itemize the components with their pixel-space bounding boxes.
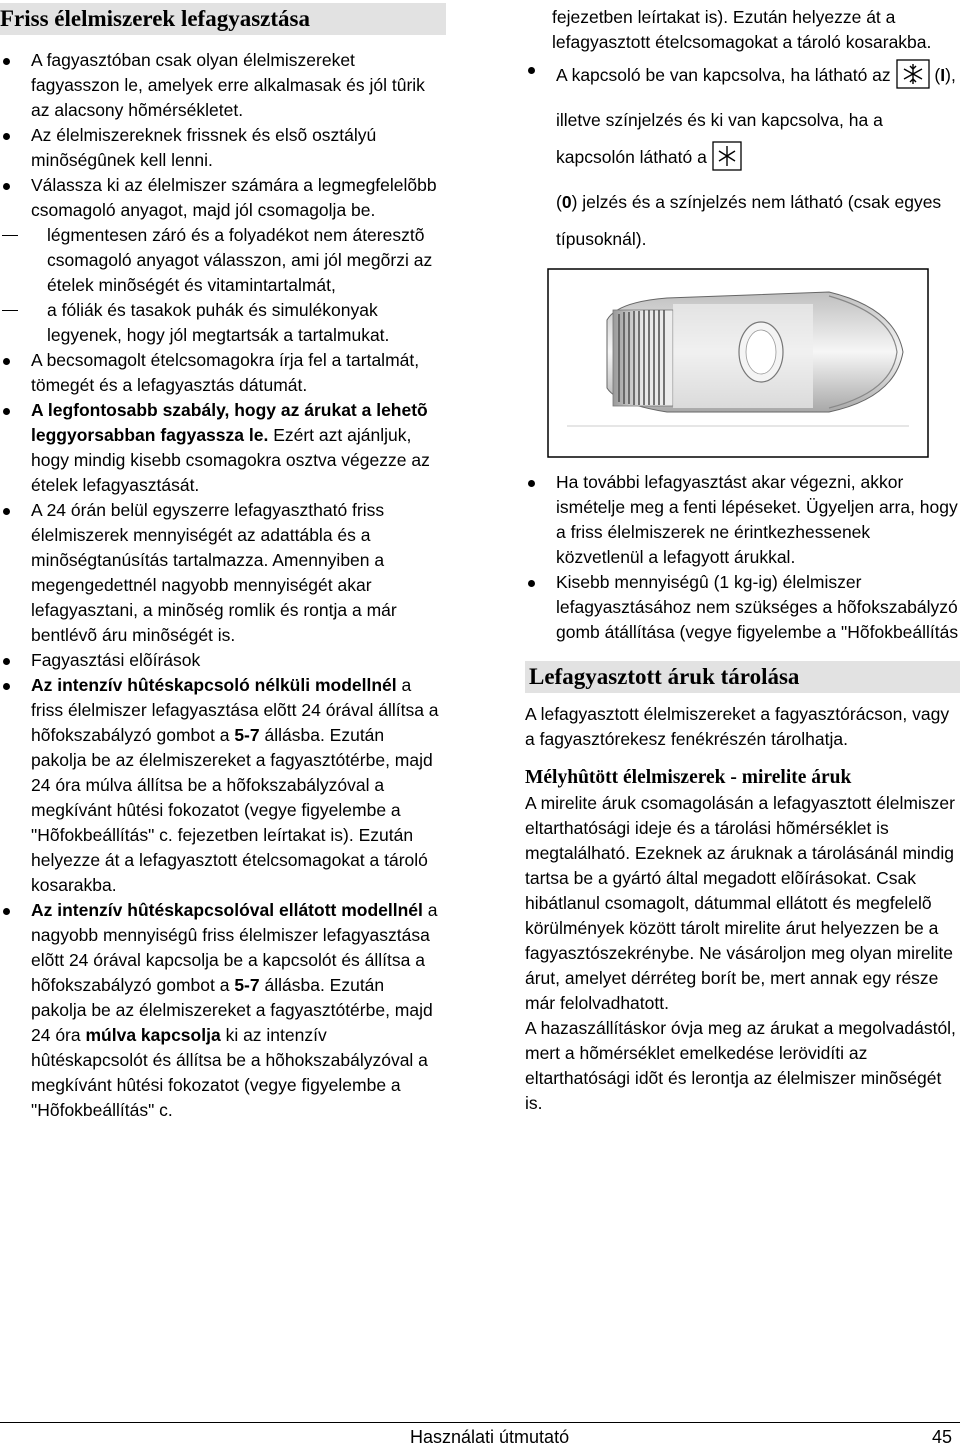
packaging-dash-list <box>0 223 442 348</box>
list-item: Kisebb mennyiségû (1 kg-ig) élelmiszer lefagyasztásához nem szükséges a hõfokszabályzó gomb átállítása (vegye figyelembe a "Hõfokbeállítás <box>525 570 960 645</box>
list-item: Az intenzív hûtéskapcsoló nélküli modellnél a friss élelmiszer lefagyasztása elõtt 24 órával állítsa a hõfokszabályzó gombot a 5-7 állásba. Ezután pakolja be az élelmiszereket a fagyasztótérbe, majd 24 óra múlva állítsa be a hõfokszabályzóval a megkívánt hûtési fokozatot (vegye figyelembe a "Hõfokbeállítás" c. fejezetben leírtakat is). Ezután helyezze át a lefagyasztott ételcsomagokat a tároló kosarakba. <box>0 673 442 898</box>
subheading-frozen-goods: Mélyhûtött élelmiszerek - mirelite áruk <box>525 767 852 788</box>
section-heading-frozen-storage: Lefagyasztott áruk tárolása <box>525 661 960 693</box>
footer-title: Használati útmutató <box>410 1427 570 1447</box>
snowflake-boxed-icon <box>896 59 930 102</box>
list-item: Az élelmiszereknek frissnek és elsõ osztályú minõségûnek kell lenni. <box>0 123 442 173</box>
section-heading-fresh-freezing: Friss élelmiszerek lefagyasztása <box>0 3 446 35</box>
storage-paragraph: A lefagyasztott élelmiszereket a fagyasztórácson, vagy a fagyasztórekesz fenékrészén tárolhatja. <box>525 704 950 749</box>
list-item: Válassza ki az élelmiszer számára a legmegfelelõbb csomagoló anyagot, majd jól csomagolja be. légmentesen záró és a folyadékot nem áteresztõ csomagoló anyagot válasszon, ami jól megõrzi az ételek minõségét és vitamintartalmát, a fóliák és tasakok puhák és simulékonyak legyenek, hogy jól megtartsák a tartalmukat. <box>0 173 442 348</box>
list-item: Fagyasztási elõírások <box>0 648 442 673</box>
list-item: légmentesen záró és a folyadékot nem áteresztõ csomagoló anyagot válasszon, ami jól megõrzi az ételek minõségét és vitamintartalmát, <box>0 223 442 298</box>
freezing-bullet-list <box>0 48 442 1123</box>
continued-paragraph: fejezetben leírtakat is). Ezután helyezze át a lefagyasztott ételcsomagokat a tároló kosarakba. <box>552 7 932 52</box>
left-column <box>0 0 442 1123</box>
list-item: Ha további lefagyasztást akar végezni, akkor ismételje meg a fenti lépéseket. Ügyeljen arra, hogy a friss élelmiszerek ne érintkezhessenek közvetlenül a lefagyott árukkal. <box>525 470 960 570</box>
page-number: 45 <box>931 1427 952 1447</box>
list-item: a fóliák és tasakok puhák és simulékonyak legyenek, hogy jól megtartsák a tartalmukat. <box>0 298 442 348</box>
list-item: A 24 órán belül egyszerre lefagyasztható friss élelmiszerek mennyiségét az adattábla és a minõségtanúsítás tartalmazza. Amennyiben a megengedettnél nagyobb mennyiségét akar lefagyasztani, a minõség romlik és rontja a már bentlévõ áru minõségét is. <box>0 498 442 648</box>
frozen-goods-paragraph: A mirelite áruk csomagolásán a lefagyasztott élelmiszer eltarthatósági ideje és a tárolási hõmérséklet is megtalálható. Ezeknek az áruknak a tárolásánál mindig tartsa be a gyártó által megadott elõírásokat. Csak hibátlanul csomagolt, dátummal ellátott és megfelelõ körülmények között tárolt mirelite árut helyezzen be a fagyasztószekrénybe. Ne vásároljon meg olyan mirelite árut, amelyet dérréteg borít be, mert annak egy része már felolvadhatott. <box>525 793 955 1013</box>
freezer-switch-illustration <box>547 268 929 458</box>
extra-freezing-bullet-list <box>525 470 960 645</box>
transport-paragraph: A hazaszállításkor óvja meg az árukat a megolvadástól, mert a hõmérséklet emelkedése lerövidíti az eltarthatósági idõt és lerontja az élelmiszer minõségét is. <box>525 1018 956 1113</box>
page-footer <box>0 1422 960 1451</box>
list-item: A kapcsoló be van kapcsolva, ha látható az (I), illetve színjelzés és ki van kapcsolva, ha a kapcsolón látható a (0) jelzés és a színjelzés nem látható (csak egyes típusoknál). <box>525 57 960 258</box>
right-column <box>525 0 960 1116</box>
switch-bullet-list <box>525 57 960 258</box>
list-item: A becsomagolt ételcsomagokra írja fel a tartalmát, tömegét és a lefagyasztás dátumát. <box>0 348 442 398</box>
list-item: Az intenzív hûtéskapcsolóval ellátott modellnél a nagyobb mennyiségû friss élelmiszer lefagyasztása elõtt 24 órával kapcsolja be a kapcsolót és állítsa a hõfokszabályzó gombot a 5-7 állásba. Ezután pakolja be az élelmiszereket a fagyasztótérbe, majd 24 óra múlva kapcsolja ki az intenzív hûtéskapcsolót és állítsa be a hõhokszabályzóval a megkívánt hûtési fokozatot (vegye figyelembe a "Hõfokbeállítás" c. <box>0 898 442 1123</box>
list-item: A legfontosabb szabály, hogy az árukat a lehetõ leggyorsabban fagyassza le. Ezért azt ajánljuk, hogy mindig kisebb csomagokra osztva végezze az ételek lefagyasztását. <box>0 398 442 498</box>
list-item: A fagyasztóban csak olyan élelmiszereket fagyasszon le, amelyek erre alkalmasak és jól tûrik az alacsony hõmérsékletet. <box>0 48 442 123</box>
snowflake-plain-boxed-icon <box>712 141 742 184</box>
